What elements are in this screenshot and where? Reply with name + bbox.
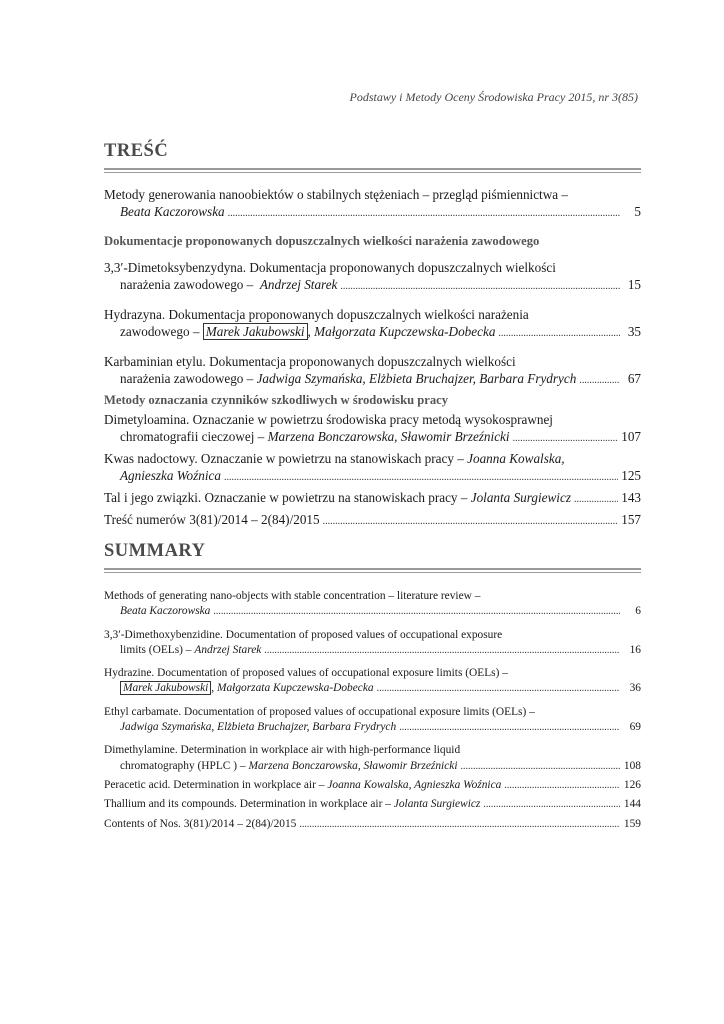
leader-dots bbox=[377, 681, 620, 696]
leader-dots bbox=[228, 205, 620, 222]
leader-dots bbox=[513, 430, 619, 447]
page-number: 107 bbox=[621, 429, 641, 444]
page-number: 125 bbox=[621, 468, 641, 483]
page-number: 35 bbox=[627, 324, 641, 339]
toc-entry[interactable] bbox=[104, 666, 641, 697]
entry-title: Kwas nadoctowy. Oznaczanie w powietrzu na stanowiskach pracy – bbox=[104, 451, 464, 466]
page-number: 36 bbox=[629, 682, 641, 695]
entry-title-cont: limits (OELs) – bbox=[120, 643, 192, 656]
entry-title: Methods of generating nano-objects with stable concentration – literature review – bbox=[104, 590, 481, 602]
entry-author: Joanna Kowalska, bbox=[467, 451, 565, 466]
page-number: 144 bbox=[623, 798, 641, 811]
title-rule bbox=[104, 168, 641, 170]
entry-title: Dimethylamine. Determination in workplace air with high-performance liquid bbox=[104, 744, 461, 757]
leader-dots bbox=[504, 778, 620, 793]
page-number: 108 bbox=[623, 759, 641, 772]
entry-title: Ethyl carbamate. Documentation of proposed values of occupational exposure limits (OELs) – bbox=[104, 705, 535, 718]
entry-title-cont: chromatography (HPLC ) – bbox=[120, 759, 246, 772]
leader-dots bbox=[264, 643, 620, 658]
entry-author: , Małgorzata Kupczewska-Dobecka bbox=[307, 324, 496, 339]
entry-author: Marzena Bonczarowska, Sławomir Brzeźnicki bbox=[248, 759, 458, 772]
entry-title: Dimetyloamina. Oznaczanie w powietrzu środowiska pracy metodą wysokosprawnej bbox=[104, 412, 553, 427]
leader-dots bbox=[579, 372, 620, 389]
entry-title: Peracetic acid. Determination in workplace air – bbox=[104, 778, 325, 791]
page-number: 6 bbox=[635, 605, 641, 618]
entry-author: , Małgorzata Kupczewska-Dobecka bbox=[211, 682, 374, 695]
toc-entry[interactable] bbox=[104, 628, 641, 659]
leader-dots bbox=[574, 491, 618, 508]
toc-entry[interactable] bbox=[104, 743, 641, 774]
title-rule bbox=[104, 568, 641, 570]
leader-dots bbox=[399, 720, 620, 735]
toc-entry[interactable] bbox=[104, 511, 641, 530]
entry-author: Agnieszka Woźnica bbox=[120, 468, 221, 483]
toc-entry[interactable] bbox=[104, 306, 641, 342]
section-heading: Metody oznaczania czynników szkodliwych w środowisku pracy bbox=[104, 393, 449, 407]
toc-entry[interactable] bbox=[104, 778, 641, 793]
entry-title-cont: narażenia zawodowego – bbox=[120, 277, 254, 292]
entry-author-boxed: Marek Jakubowski bbox=[120, 681, 211, 695]
leader-dots bbox=[483, 797, 620, 812]
entry-title: Metody generowania nanoobiektów o stabilnych stężeniach – przegląd piśmiennictwa – bbox=[104, 187, 568, 202]
entry-title: Karbaminian etylu. Dokumentacja proponowanych dopuszczalnych wielkości bbox=[104, 354, 516, 369]
page-number: 15 bbox=[627, 277, 641, 292]
toc-entry[interactable] bbox=[104, 817, 641, 832]
entry-title: Tal i jego związki. Oznaczanie w powietrzu na stanowiskach pracy – bbox=[104, 490, 468, 505]
leader-dots bbox=[340, 278, 620, 295]
entry-author: Andrzej Starek bbox=[259, 277, 338, 292]
entry-author: Beata Kaczorowska bbox=[120, 204, 225, 219]
page-number: 126 bbox=[623, 778, 641, 791]
entry-title: 3,3′-Dimetoksybenzydyna. Dokumentacja proponowanych dopuszczalnych wielkości bbox=[104, 260, 556, 275]
leader-dots bbox=[224, 469, 618, 486]
page-number: 69 bbox=[629, 721, 641, 734]
page-number: 16 bbox=[629, 643, 641, 656]
page-number: 67 bbox=[627, 371, 641, 386]
leader-dots bbox=[213, 604, 620, 619]
entry-title-cont: chromatografii cieczowej – bbox=[120, 429, 265, 444]
entry-author: Jolanta Surgiewicz bbox=[470, 490, 571, 505]
toc-entry[interactable] bbox=[104, 705, 641, 736]
summary-title: SUMMARY bbox=[104, 541, 206, 561]
toc-entry[interactable] bbox=[104, 450, 641, 486]
contents-title: TREŚĆ bbox=[104, 141, 169, 161]
leader-dots bbox=[323, 513, 619, 530]
page-number: 5 bbox=[634, 204, 641, 219]
entry-title: 3,3′-Dimethoxybenzidine. Documentation of proposed values of occupational exposure bbox=[104, 628, 503, 641]
entry-title: Thallium and its compounds. Determination in workplace air – bbox=[104, 798, 391, 811]
entry-author: Jadwiga Szymańska, Elżbieta Bruchajzer, Barbara Frydrych bbox=[256, 371, 577, 386]
entry-author: Beata Kaczorowska bbox=[120, 605, 211, 618]
entry-author: Jadwiga Szymańska, Elżbieta Bruchajzer, Barbara Frydrych bbox=[120, 721, 397, 734]
entry-title-cont: zawodowego – bbox=[120, 324, 200, 339]
entry-title: Hydrazine. Documentation of proposed values of occupational exposure limits (OELs) – bbox=[104, 667, 508, 680]
toc-entry[interactable] bbox=[104, 353, 641, 389]
summary-list bbox=[104, 589, 641, 836]
entry-title: Hydrazyna. Dokumentacja proponowanych dopuszczalnych wielkości narażenia bbox=[104, 307, 529, 322]
leader-dots bbox=[299, 817, 620, 832]
contents-list bbox=[104, 186, 641, 533]
toc-entry[interactable] bbox=[104, 797, 641, 812]
entry-author: Jolanta Surgiewicz bbox=[393, 798, 481, 811]
entry-title: Treść numerów 3(81)/2014 – 2(84)/2015 bbox=[104, 512, 320, 527]
toc-entry[interactable] bbox=[104, 259, 641, 295]
entry-title: Contents of Nos. 3(81)/2014 – 2(84)/2015 bbox=[104, 817, 297, 830]
page-number: 143 bbox=[621, 490, 641, 505]
toc-entry[interactable] bbox=[104, 589, 641, 620]
entry-author-boxed: Marek Jakubowski bbox=[203, 323, 308, 340]
page-number: 159 bbox=[623, 817, 641, 830]
entry-author: Joanna Kowalska, Agnieszka Woźnica bbox=[327, 778, 502, 791]
entry-title-cont: narażenia zawodowego – bbox=[120, 371, 254, 386]
page-number: 157 bbox=[621, 512, 641, 527]
section-heading: Dokumentacje proponowanych dopuszczalnych wielkości narażenia zawodowego bbox=[104, 234, 540, 248]
leader-dots bbox=[498, 325, 620, 342]
leader-dots bbox=[460, 759, 620, 774]
toc-entry[interactable] bbox=[104, 186, 641, 222]
running-head: Podstawy i Metody Oceny Środowiska Pracy 2015, nr 3(85) bbox=[349, 90, 638, 104]
toc-entry[interactable] bbox=[104, 411, 641, 447]
toc-entry[interactable] bbox=[104, 489, 641, 508]
entry-author: Andrzej Starek bbox=[194, 643, 262, 656]
entry-author: Marzena Bonczarowska, Sławomir Brzeźnicki bbox=[267, 429, 510, 444]
